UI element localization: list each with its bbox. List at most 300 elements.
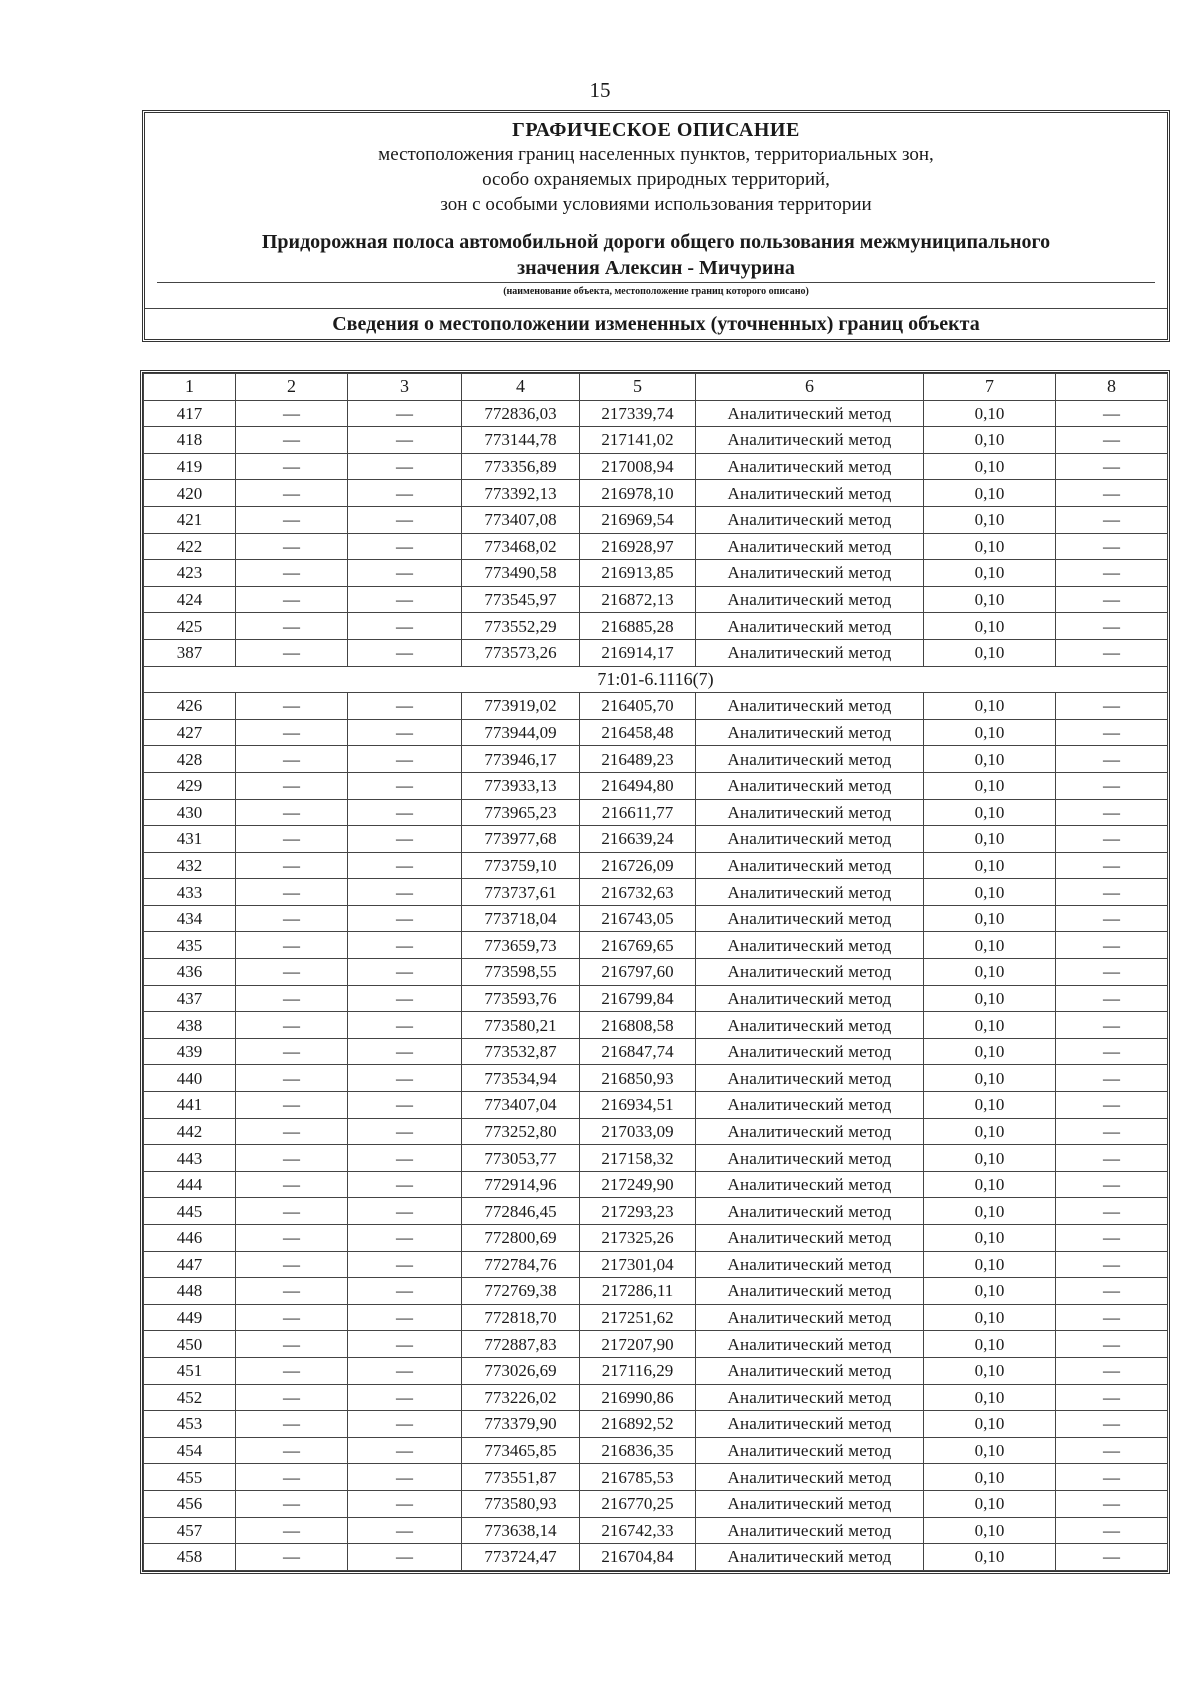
table-cell-col-2: — [236,1357,348,1384]
table-cell-col-2: — [236,506,348,533]
column-header-8: 8 [1056,374,1168,401]
table-cell-col-5: 216769,65 [580,932,696,959]
table-cell-col-3: — [348,400,462,427]
table-cell-col-8: — [1056,506,1168,533]
table-row [144,799,1168,826]
table-cell-col-2: — [236,852,348,879]
table-cell-col-2: — [236,480,348,507]
table-cell-col-5: 216990,86 [580,1384,696,1411]
table-cell-col-5: 216797,60 [580,959,696,986]
table-cell-col-7: 0,10 [924,693,1056,720]
table-cell-col-3: — [348,1118,462,1145]
table-cell-col-3: — [348,1411,462,1438]
table-cell-col-4: 773946,17 [462,746,580,773]
table-row [144,905,1168,932]
table-row [144,586,1168,613]
table-cell-col-4: 772836,03 [462,400,580,427]
table-cell-col-7: 0,10 [924,1304,1056,1331]
table-row [144,1012,1168,1039]
table-cell-col-6: Аналитический метод [696,1118,924,1145]
table-cell-col-3: — [348,639,462,666]
table-cell-col-3: — [348,613,462,640]
table-cell-col-5: 216494,80 [580,772,696,799]
table-cell-col-7: 0,10 [924,772,1056,799]
table-cell-col-2: — [236,1118,348,1145]
table-cell-col-7: 0,10 [924,1198,1056,1225]
table-row [144,852,1168,879]
table-cell-col-5: 216785,53 [580,1464,696,1491]
table-cell-col-7: 0,10 [924,1038,1056,1065]
object-name-line-1: Придорожная полоса автомобильной дороги общего пользования межмуниципального [261,231,1051,253]
table-cell-col-6: Аналитический метод [696,1544,924,1571]
table-cell-col-7: 0,10 [924,639,1056,666]
table-cell-col-1: 420 [144,480,236,507]
table-cell-col-2: — [236,1331,348,1358]
table-cell-col-3: — [348,1544,462,1571]
table-cell-col-5: 217293,23 [580,1198,696,1225]
table-cell-col-4: 773144,78 [462,427,580,454]
table-cell-col-8: — [1056,826,1168,853]
table-row [144,427,1168,454]
table-cell-col-1: 421 [144,506,236,533]
table-cell-col-6: Аналитический метод [696,1437,924,1464]
object-name [145,229,1167,281]
table-cell-col-3: — [348,1490,462,1517]
table-cell-col-8: — [1056,1038,1168,1065]
table-cell-col-4: 773379,90 [462,1411,580,1438]
table-cell-col-1: 435 [144,932,236,959]
table-cell-col-3: — [348,1304,462,1331]
table-cell-col-1: 417 [144,400,236,427]
table-cell-col-4: 773392,13 [462,480,580,507]
table-cell-col-1: 457 [144,1517,236,1544]
column-header-2: 2 [236,374,348,401]
table-cell-col-6: Аналитический метод [696,719,924,746]
table-cell-col-2: — [236,1092,348,1119]
table-cell-col-4: 773465,85 [462,1437,580,1464]
table-cell-col-4: 773638,14 [462,1517,580,1544]
table-row [144,400,1168,427]
table-cell-col-8: — [1056,613,1168,640]
table-cell-col-8: — [1056,1012,1168,1039]
table-cell-col-4: 773580,21 [462,1012,580,1039]
table-cell-col-4: 773944,09 [462,719,580,746]
table-cell-col-3: — [348,1145,462,1172]
table-row [144,639,1168,666]
table-cell-col-3: — [348,1517,462,1544]
table-cell-col-3: — [348,719,462,746]
table-row [144,1331,1168,1358]
table-cell-col-1: 419 [144,453,236,480]
table-cell-col-1: 431 [144,826,236,853]
table-row [144,1384,1168,1411]
table-cell-col-7: 0,10 [924,533,1056,560]
table-cell-col-4: 772769,38 [462,1278,580,1305]
table-cell-col-8: — [1056,799,1168,826]
table-cell-col-4: 773468,02 [462,533,580,560]
table-cell-col-3: — [348,1384,462,1411]
table-cell-col-1: 429 [144,772,236,799]
table-cell-col-7: 0,10 [924,560,1056,587]
table-cell-col-5: 216726,09 [580,852,696,879]
table-cell-col-3: — [348,852,462,879]
table-cell-col-8: — [1056,1065,1168,1092]
table-cell-col-8: — [1056,693,1168,720]
table-cell-col-2: — [236,1304,348,1331]
table-cell-col-2: — [236,746,348,773]
table-cell-col-3: — [348,453,462,480]
table-cell-col-5: 217207,90 [580,1331,696,1358]
table-row [144,1278,1168,1305]
table-cell-col-7: 0,10 [924,826,1056,853]
table-cell-col-1: 436 [144,959,236,986]
table-cell-col-6: Аналитический метод [696,959,924,986]
table-cell-col-5: 217325,26 [580,1225,696,1252]
table-cell-col-8: — [1056,1464,1168,1491]
table-cell-col-2: — [236,586,348,613]
table-cell-col-3: — [348,959,462,986]
table-cell-col-7: 0,10 [924,959,1056,986]
column-header-3: 3 [348,374,462,401]
table-cell-col-6: Аналитический метод [696,1198,924,1225]
table-cell-col-2: — [236,1225,348,1252]
table-cell-col-3: — [348,560,462,587]
table-cell-col-6: Аналитический метод [696,905,924,932]
table-cell-col-4: 772846,45 [462,1198,580,1225]
table-cell-col-4: 772887,83 [462,1331,580,1358]
table-cell-col-6: Аналитический метод [696,1411,924,1438]
table-cell-col-4: 773490,58 [462,560,580,587]
table-cell-col-7: 0,10 [924,746,1056,773]
table-cell-col-6: Аналитический метод [696,1278,924,1305]
table-cell-col-2: — [236,1171,348,1198]
table-cell-col-7: 0,10 [924,1517,1056,1544]
table-cell-col-7: 0,10 [924,1251,1056,1278]
table-cell-col-5: 216732,63 [580,879,696,906]
table-cell-col-3: — [348,905,462,932]
table-cell-col-8: — [1056,1171,1168,1198]
table-cell-col-1: 424 [144,586,236,613]
table-cell-col-6: Аналитический метод [696,613,924,640]
table-cell-col-2: — [236,799,348,826]
table-cell-col-2: — [236,905,348,932]
table-cell-col-8: — [1056,1092,1168,1119]
table-cell-col-5: 217286,11 [580,1278,696,1305]
table-cell-col-3: — [348,1012,462,1039]
table-cell-col-2: — [236,400,348,427]
object-name-line-2: значения Алексин - Мичурина [517,257,795,279]
table-cell-col-8: — [1056,453,1168,480]
table-cell-col-6: Аналитический метод [696,1517,924,1544]
table-cell-col-3: — [348,932,462,959]
table-cell-col-1: 438 [144,1012,236,1039]
table-cell-col-2: — [236,1384,348,1411]
table-cell-col-6: Аналитический метод [696,427,924,454]
table-row [144,932,1168,959]
table-cell-col-6: Аналитический метод [696,932,924,959]
document-subtitle-line-1: местоположения границ населенных пунктов, территориальных зон, [378,144,934,165]
table-cell-col-2: — [236,1437,348,1464]
table-cell-col-2: — [236,560,348,587]
table-cell-col-7: 0,10 [924,1384,1056,1411]
table-cell-col-4: 773545,97 [462,586,580,613]
table-cell-col-3: — [348,1092,462,1119]
table-cell-col-8: — [1056,1225,1168,1252]
table-cell-col-4: 773965,23 [462,799,580,826]
table-cell-col-7: 0,10 [924,932,1056,959]
table-cell-col-5: 216934,51 [580,1092,696,1119]
table-cell-col-1: 455 [144,1464,236,1491]
table-cell-col-2: — [236,1464,348,1491]
table-cell-col-8: — [1056,1331,1168,1358]
table-cell-col-2: — [236,1145,348,1172]
table-cell-col-3: — [348,480,462,507]
table-cell-col-8: — [1056,1198,1168,1225]
table-cell-col-1: 422 [144,533,236,560]
column-header-7: 7 [924,374,1056,401]
table-cell-col-2: — [236,1198,348,1225]
table-cell-col-4: 773580,93 [462,1490,580,1517]
table-row [144,1304,1168,1331]
table-cell-col-2: — [236,533,348,560]
table-cell-col-6: Аналитический метод [696,826,924,853]
table-cell-col-1: 425 [144,613,236,640]
table-cell-col-6: Аналитический метод [696,1490,924,1517]
table-cell-col-7: 0,10 [924,1544,1056,1571]
group-row [144,666,1168,693]
table-cell-col-1: 418 [144,427,236,454]
table-cell-col-3: — [348,1171,462,1198]
object-name-underline [157,282,1155,283]
table-cell-col-8: — [1056,1437,1168,1464]
table-row [144,1517,1168,1544]
table-cell-col-7: 0,10 [924,985,1056,1012]
table-cell-col-8: — [1056,932,1168,959]
table-cell-col-6: Аналитический метод [696,1171,924,1198]
table-cell-col-7: 0,10 [924,480,1056,507]
table-cell-col-7: 0,10 [924,1278,1056,1305]
table-cell-col-5: 217251,62 [580,1304,696,1331]
table-cell-col-8: — [1056,719,1168,746]
table-cell-col-7: 0,10 [924,905,1056,932]
table-cell-col-6: Аналитический метод [696,985,924,1012]
table-cell-col-4: 773252,80 [462,1118,580,1145]
table-cell-col-1: 452 [144,1384,236,1411]
table-cell-col-1: 442 [144,1118,236,1145]
table-row [144,959,1168,986]
table-cell-col-5: 216978,10 [580,480,696,507]
table-cell-col-6: Аналитический метод [696,1357,924,1384]
table-cell-col-3: — [348,693,462,720]
table-header-row [144,374,1168,401]
table-row [144,1065,1168,1092]
table-row [144,480,1168,507]
table-row [144,1464,1168,1491]
table-cell-col-8: — [1056,1517,1168,1544]
table-cell-col-8: — [1056,400,1168,427]
column-header-5: 5 [580,374,696,401]
table-cell-col-1: 453 [144,1411,236,1438]
table-cell-col-5: 216704,84 [580,1544,696,1571]
table-cell-col-7: 0,10 [924,1331,1056,1358]
table-cell-col-8: — [1056,1251,1168,1278]
table-cell-col-6: Аналитический метод [696,693,924,720]
table-cell-col-3: — [348,1357,462,1384]
document-header [142,110,1170,342]
table-cell-col-4: 773573,26 [462,639,580,666]
table-cell-col-1: 440 [144,1065,236,1092]
table-cell-col-5: 217301,04 [580,1251,696,1278]
table-cell-col-2: — [236,985,348,1012]
table-cell-col-4: 773552,29 [462,613,580,640]
table-cell-col-5: 217249,90 [580,1171,696,1198]
table-cell-col-2: — [236,1012,348,1039]
table-cell-col-8: — [1056,1278,1168,1305]
table-cell-col-2: — [236,1544,348,1571]
table-cell-col-4: 773933,13 [462,772,580,799]
table-cell-col-8: — [1056,639,1168,666]
table-cell-col-7: 0,10 [924,427,1056,454]
table-cell-col-2: — [236,772,348,799]
table-cell-col-8: — [1056,480,1168,507]
table-cell-col-1: 445 [144,1198,236,1225]
table-cell-col-6: Аналитический метод [696,879,924,906]
document-subtitle-line-3: зон с особыми условиями использования территории [440,194,872,215]
table-cell-col-5: 217116,29 [580,1357,696,1384]
table-cell-col-8: — [1056,852,1168,879]
table-cell-col-4: 773026,69 [462,1357,580,1384]
table-cell-col-8: — [1056,560,1168,587]
table-cell-col-2: — [236,1065,348,1092]
table-cell-col-3: — [348,879,462,906]
table-cell-col-7: 0,10 [924,400,1056,427]
table-cell-col-4: 773226,02 [462,1384,580,1411]
table-cell-col-7: 0,10 [924,719,1056,746]
table-cell-col-8: — [1056,1384,1168,1411]
table-cell-col-6: Аналитический метод [696,1038,924,1065]
table-cell-col-6: Аналитический метод [696,1225,924,1252]
table-cell-col-1: 427 [144,719,236,746]
table-cell-col-6: Аналитический метод [696,480,924,507]
table-cell-col-1: 432 [144,852,236,879]
table-row [144,1118,1168,1145]
table-row [144,1437,1168,1464]
table-cell-col-5: 216928,97 [580,533,696,560]
table-cell-col-7: 0,10 [924,1092,1056,1119]
table-cell-col-8: — [1056,427,1168,454]
table-cell-col-8: — [1056,746,1168,773]
table-cell-col-3: — [348,1464,462,1491]
table-cell-col-6: Аналитический метод [696,560,924,587]
table-cell-col-4: 773977,68 [462,826,580,853]
table-cell-col-8: — [1056,905,1168,932]
table-cell-col-1: 434 [144,905,236,932]
table-cell-col-5: 216872,13 [580,586,696,613]
table-row [144,826,1168,853]
table-cell-col-6: Аналитический метод [696,586,924,613]
table-cell-col-2: — [236,1251,348,1278]
table-row [144,1145,1168,1172]
table-cell-col-7: 0,10 [924,1437,1056,1464]
table-cell-col-1: 456 [144,1490,236,1517]
column-header-6: 6 [696,374,924,401]
table-cell-col-8: — [1056,1544,1168,1571]
table-cell-col-5: 216743,05 [580,905,696,932]
table-cell-col-2: — [236,932,348,959]
table-cell-col-7: 0,10 [924,1490,1056,1517]
table-cell-col-1: 446 [144,1225,236,1252]
table-cell-col-6: Аналитический метод [696,1092,924,1119]
table-cell-col-2: — [236,1038,348,1065]
document-subtitle-line-2: особо охраняемых природных территорий, [482,169,830,190]
table-cell-col-8: — [1056,1490,1168,1517]
table-cell-col-6: Аналитический метод [696,1304,924,1331]
table-cell-col-4: 772818,70 [462,1304,580,1331]
table-cell-col-3: — [348,586,462,613]
table-cell-col-6: Аналитический метод [696,1384,924,1411]
table-cell-col-6: Аналитический метод [696,1012,924,1039]
table-cell-col-2: — [236,427,348,454]
table-cell-col-7: 0,10 [924,1464,1056,1491]
table-cell-col-6: Аналитический метод [696,1251,924,1278]
table-cell-col-5: 216914,17 [580,639,696,666]
page-number: 15 [589,78,611,102]
table-cell-col-1: 450 [144,1331,236,1358]
table-row [144,560,1168,587]
table-cell-col-4: 772784,76 [462,1251,580,1278]
table-cell-col-2: — [236,879,348,906]
table-cell-col-1: 444 [144,1171,236,1198]
table-cell-col-2: — [236,613,348,640]
table-cell-col-6: Аналитический метод [696,453,924,480]
document-title: ГРАФИЧЕСКОЕ ОПИСАНИЕ [512,119,800,141]
object-caption: (наименование объекта, местоположение границ которого описано) [503,286,809,297]
table-cell-col-1: 426 [144,693,236,720]
table-body [144,400,1168,1570]
table-cell-col-1: 447 [144,1251,236,1278]
table-cell-col-5: 217339,74 [580,400,696,427]
table-cell-col-6: Аналитический метод [696,1331,924,1358]
table-cell-col-4: 773053,77 [462,1145,580,1172]
table-cell-col-5: 216458,48 [580,719,696,746]
table-cell-col-4: 773551,87 [462,1464,580,1491]
table-cell-col-1: 443 [144,1145,236,1172]
table-cell-col-7: 0,10 [924,1012,1056,1039]
column-header-4: 4 [462,374,580,401]
table-cell-col-7: 0,10 [924,1065,1056,1092]
table-cell-col-5: 216405,70 [580,693,696,720]
table-row [144,1171,1168,1198]
table-cell-col-7: 0,10 [924,586,1056,613]
table-cell-col-6: Аналитический метод [696,799,924,826]
table-row [144,746,1168,773]
table-cell-col-2: — [236,1490,348,1517]
table-cell-col-4: 772800,69 [462,1225,580,1252]
table-cell-col-6: Аналитический метод [696,1464,924,1491]
table-cell-col-1: 439 [144,1038,236,1065]
coordinates-table [140,370,1170,1574]
table-cell-col-4: 773659,73 [462,932,580,959]
table-row [144,506,1168,533]
table-cell-col-6: Аналитический метод [696,1145,924,1172]
table-cell-col-7: 0,10 [924,852,1056,879]
table-row [144,1038,1168,1065]
table-row [144,985,1168,1012]
table-cell-col-6: Аналитический метод [696,852,924,879]
table-cell-col-3: — [348,1065,462,1092]
table-cell-col-5: 216850,93 [580,1065,696,1092]
table-cell-col-4: 773737,61 [462,879,580,906]
